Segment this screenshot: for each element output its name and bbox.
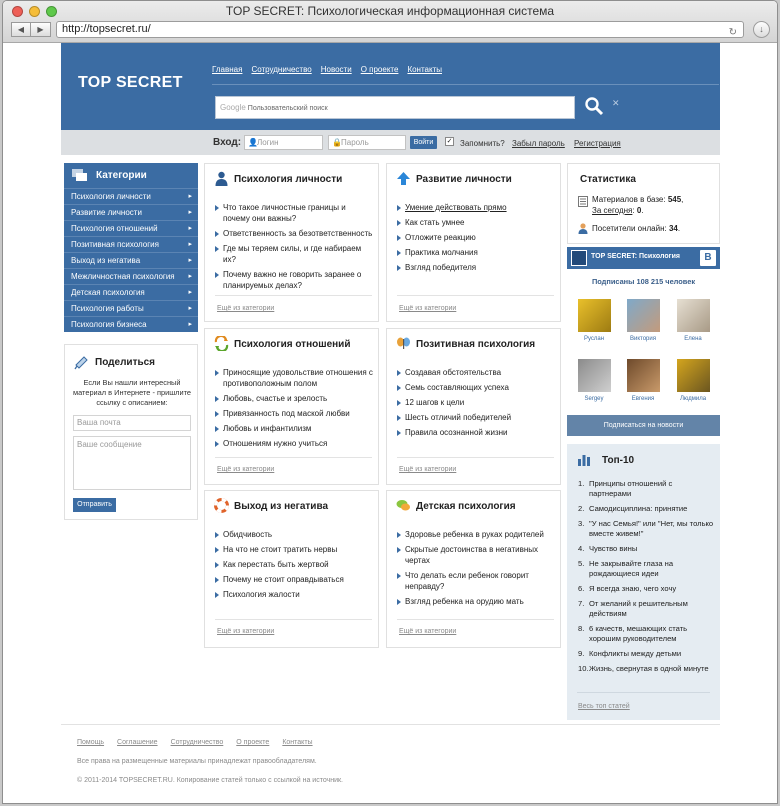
materials-value: 545 bbox=[667, 195, 682, 204]
subscribe-button[interactable]: Подписаться на новости bbox=[567, 415, 720, 436]
address-bar-text: http://topsecret.ru/ bbox=[62, 23, 151, 35]
web-page bbox=[3, 43, 778, 804]
top10-item-text: Я всегда знаю, чего хочу bbox=[589, 584, 677, 593]
article-list bbox=[215, 367, 373, 453]
top10-item[interactable]: 6. Я всегда знаю, чего хочу bbox=[578, 584, 677, 593]
user-icon: 👤 bbox=[248, 138, 258, 147]
vk-member[interactable] bbox=[675, 299, 711, 342]
footer-link[interactable]: Соглашение bbox=[117, 739, 158, 746]
top10-item[interactable]: 1. Принципы отношений с партнерами bbox=[578, 479, 673, 498]
article-link[interactable]: Правила осознанной жизни bbox=[397, 427, 555, 438]
online-label: Посетители онлайн: bbox=[592, 224, 667, 233]
top10-item[interactable]: 9. Конфликты между детьми bbox=[578, 649, 682, 658]
login-placeholder: Логин bbox=[257, 138, 279, 147]
article-link[interactable]: Любовь и инфантилизм bbox=[215, 423, 373, 434]
article-link[interactable]: Психология жалости bbox=[215, 589, 373, 600]
login-label: Вход: bbox=[213, 137, 242, 148]
top10-item-text: Жизнь, свернутая в одной минуте bbox=[589, 664, 709, 673]
article-list bbox=[397, 367, 555, 442]
article-link[interactable]: Умение действовать прямо bbox=[397, 202, 555, 213]
header-divider bbox=[212, 84, 719, 85]
more-link[interactable]: Ещё из категории bbox=[217, 628, 275, 635]
footer-nav bbox=[77, 739, 313, 746]
member-photo bbox=[578, 299, 611, 332]
article-list bbox=[397, 529, 555, 611]
top-nav-link[interactable]: Главная bbox=[212, 65, 243, 74]
category-item[interactable]: Детская психология ▸ bbox=[64, 284, 198, 300]
all-top-link[interactable]: Весь топ статей bbox=[578, 703, 630, 710]
footer-divider bbox=[61, 724, 720, 725]
panel-negative bbox=[204, 490, 379, 648]
arrow-up-icon bbox=[396, 171, 411, 186]
more-link[interactable]: Ещё из категории bbox=[399, 466, 457, 473]
more-link[interactable]: Ещё из категории bbox=[217, 305, 275, 312]
panel-personality bbox=[204, 163, 379, 322]
top10-item[interactable]: 2. Самодисциплина: принятие bbox=[578, 504, 688, 513]
divider bbox=[215, 457, 372, 458]
online-value: 34 bbox=[668, 224, 678, 233]
vk-member[interactable] bbox=[576, 359, 612, 402]
member-photo bbox=[627, 299, 660, 332]
article-link[interactable]: Ответственность за безответственность bbox=[215, 228, 373, 239]
top10-item-text: Не закрывайте глаза на рождающиеся идеи bbox=[589, 559, 674, 578]
article-link[interactable]: Почему важно не говорить заранее о планируемых делах? bbox=[215, 269, 373, 291]
stats-box bbox=[567, 163, 720, 244]
materials-label: Материалов в базе: bbox=[592, 195, 666, 204]
article-link[interactable]: Как перестать быть жертвой bbox=[215, 559, 373, 570]
back-icon[interactable]: ◀ bbox=[11, 22, 31, 37]
article-link[interactable]: Где мы теряем силы, и где набираем их? bbox=[215, 243, 373, 265]
lifebuoy-icon bbox=[214, 498, 229, 513]
divider bbox=[397, 457, 554, 458]
reload-icon[interactable]: ↻ bbox=[728, 27, 737, 38]
divider bbox=[215, 619, 372, 620]
article-link[interactable]: Что такое личностные границы и почему они важны? bbox=[215, 202, 373, 224]
panel-children bbox=[386, 490, 561, 648]
category-item[interactable]: Позитивная психология ▸ bbox=[64, 236, 198, 252]
stats-title: Статистика bbox=[580, 174, 636, 185]
vk-group-avatar[interactable] bbox=[571, 250, 587, 266]
categories-title-text: Категории bbox=[96, 170, 147, 181]
vk-widget bbox=[567, 247, 720, 402]
top10-item[interactable]: 10. Жизнь, свернутая в одной минуте bbox=[578, 664, 709, 673]
top10-title: Топ-10 bbox=[602, 455, 635, 466]
panel-development bbox=[386, 163, 561, 322]
divider bbox=[397, 295, 554, 296]
site-header bbox=[61, 43, 720, 130]
divider bbox=[577, 692, 710, 693]
top-nav-link[interactable]: О проекте bbox=[360, 65, 399, 74]
category-item[interactable]: Психология работы ▸ bbox=[64, 300, 198, 316]
login-button[interactable]: Войти bbox=[410, 136, 437, 149]
send-button[interactable]: Отправить bbox=[73, 498, 116, 512]
clear-search-icon[interactable]: ✕ bbox=[612, 98, 620, 108]
window-title: TOP SECRET: Психологическая информационная система bbox=[225, 4, 555, 18]
forward-icon[interactable]: ▶ bbox=[31, 22, 51, 37]
article-link[interactable]: Почему не стоит оправдываться bbox=[215, 574, 373, 585]
panel-positive bbox=[386, 328, 561, 485]
member-photo bbox=[677, 359, 710, 392]
top10-item-text: Конфликты между детьми bbox=[589, 649, 682, 658]
article-link[interactable]: Семь составляющих успеха bbox=[397, 382, 555, 393]
today-value: 0 bbox=[636, 206, 642, 215]
butterfly-icon bbox=[396, 336, 411, 351]
divider bbox=[215, 295, 372, 296]
category-item[interactable]: Психология бизнеса ▸ bbox=[64, 316, 198, 332]
top10-item[interactable]: 8. 6 качеств, мешающих стать хорошим руководителем bbox=[578, 624, 688, 643]
category-item[interactable]: Развитие личности ▸ bbox=[64, 204, 198, 220]
panel-title[interactable]: Выход из негатива bbox=[234, 501, 329, 512]
article-link[interactable]: Отношениям нужно учиться bbox=[215, 438, 373, 449]
article-link[interactable]: Взгляд ребенка на орудию мать bbox=[397, 596, 555, 607]
remember-checkbox[interactable]: ✓ bbox=[446, 138, 453, 145]
article-link[interactable]: Как стать умнее bbox=[397, 217, 555, 228]
article-link[interactable]: Создавая обстоятельства bbox=[397, 367, 555, 378]
category-item[interactable]: Выход из негатива ▸ bbox=[64, 252, 198, 268]
chat-bubbles-icon bbox=[396, 498, 411, 513]
forgot-password-link[interactable]: Забыл пароль bbox=[512, 139, 565, 148]
categories-icon bbox=[72, 169, 88, 182]
top10-item[interactable]: 3. "У нас Семья!" или "Нет, мы только вместе живем!" bbox=[578, 519, 714, 538]
title-bar bbox=[3, 1, 777, 43]
footer-link[interactable]: Помощь bbox=[77, 739, 105, 746]
panel-title[interactable]: Психология личности bbox=[234, 174, 343, 185]
email-field[interactable]: Ваша почта bbox=[73, 415, 191, 431]
category-item[interactable]: Психология личности ▸ bbox=[64, 188, 198, 204]
member-photo bbox=[578, 359, 611, 392]
password-placeholder: Пароль bbox=[341, 138, 369, 147]
article-list bbox=[215, 202, 373, 295]
vk-member[interactable] bbox=[625, 299, 661, 342]
article-list bbox=[397, 202, 555, 277]
lock-icon: 🔒 bbox=[332, 138, 342, 147]
article-link[interactable]: 12 шагов к цели bbox=[397, 397, 555, 408]
panel-title[interactable]: Развитие личности bbox=[416, 174, 512, 185]
top-nav-link[interactable]: Новости bbox=[320, 65, 352, 74]
article-link[interactable]: Приносящие удовольствие отношения с противоположным полом bbox=[215, 367, 373, 389]
member-name: Виктория bbox=[629, 336, 656, 342]
search-input[interactable] bbox=[215, 96, 575, 119]
site-logo[interactable]: TOP SECRET bbox=[78, 74, 183, 91]
member-name: Евгения bbox=[631, 396, 655, 402]
article-link[interactable]: Скрытые достоинства в негативных чертах bbox=[397, 544, 555, 566]
top10-item-text: "У нас Семья!" или "Нет, мы только вместе живем!" bbox=[589, 519, 714, 538]
footer-link[interactable]: О проекте bbox=[236, 739, 270, 746]
search-placeholder: Пользовательский поиск bbox=[247, 105, 328, 112]
more-link[interactable]: Ещё из категории bbox=[217, 466, 275, 473]
top-nav-link[interactable]: Сотрудничество bbox=[251, 65, 312, 74]
search-icon[interactable] bbox=[584, 96, 604, 116]
document-icon bbox=[578, 196, 588, 207]
vk-member[interactable] bbox=[625, 359, 661, 402]
panel-title[interactable]: Детская психология bbox=[416, 501, 516, 512]
register-link[interactable]: Регистрация bbox=[574, 139, 621, 148]
member-photo bbox=[677, 299, 710, 332]
person-icon bbox=[214, 171, 229, 186]
footer-rights: Все права на размещенные материалы принадлежат правообладателям. bbox=[77, 758, 317, 765]
share-title: Поделиться bbox=[95, 357, 156, 368]
article-link[interactable]: Шесть отличий победителей bbox=[397, 412, 555, 423]
top10-item[interactable]: 5. Не закрывайте глаза на рождающиеся идеи bbox=[578, 559, 674, 578]
today-link[interactable]: За сегодня bbox=[592, 206, 633, 215]
visitor-icon bbox=[578, 223, 588, 234]
top10-list bbox=[578, 479, 715, 679]
bar-chart-icon bbox=[577, 453, 591, 466]
share-description: Если Вы нашли интересный материал в Интернете - пришлите ссылку с описанием: bbox=[73, 378, 192, 407]
category-item[interactable]: Межличностная психология ▸ bbox=[64, 268, 198, 284]
article-link[interactable]: Практика молчания bbox=[397, 247, 555, 258]
download-icon[interactable]: ↓ bbox=[753, 21, 770, 38]
top-nav-link[interactable]: Контакты bbox=[407, 65, 442, 74]
member-name: Sergey bbox=[584, 396, 604, 402]
panel-relationships bbox=[204, 328, 379, 485]
more-link[interactable]: Ещё из категории bbox=[399, 628, 457, 635]
share-box bbox=[64, 344, 198, 520]
member-name: Елена bbox=[684, 336, 702, 342]
article-link[interactable]: Отложите реакцию bbox=[397, 232, 555, 243]
footer-copyright: © 2011-2014 TOPSECRET.RU. Копирование статей только с ссылкой на источник. bbox=[77, 777, 343, 784]
address-bar[interactable] bbox=[56, 21, 744, 38]
article-list bbox=[215, 529, 373, 604]
categories-title bbox=[64, 163, 198, 188]
top10-item-text: 6 качеств, мешающих стать хорошим руководителем bbox=[589, 624, 688, 643]
stats-materials: Материалов в базе: 545, За сегодня: 0. bbox=[592, 195, 684, 215]
article-link[interactable]: Что делать если ребенок говорит неправду? bbox=[397, 570, 555, 592]
top10-item[interactable]: 4. Чувство вины bbox=[578, 544, 638, 553]
footer-link[interactable]: Сотрудничество bbox=[170, 739, 224, 746]
arrows-cycle-icon bbox=[214, 336, 229, 351]
panel-title[interactable]: Позитивная психология bbox=[416, 339, 536, 350]
vk-member[interactable] bbox=[576, 299, 612, 342]
top-nav bbox=[212, 65, 442, 74]
message-field[interactable]: Ваше сообщение bbox=[73, 436, 191, 490]
divider bbox=[397, 619, 554, 620]
member-name: Людмила bbox=[679, 396, 707, 402]
remember-label: Запомнить? bbox=[460, 139, 505, 148]
article-link[interactable]: На что не стоит тратить нервы bbox=[215, 544, 373, 555]
category-item[interactable]: Психология отношений ▸ bbox=[64, 220, 198, 236]
article-link[interactable]: Привязанность под маской любви bbox=[215, 408, 373, 419]
top10-item[interactable]: 7. От желаний к решительным действиям bbox=[578, 599, 688, 618]
login-bar bbox=[61, 130, 720, 155]
article-link[interactable]: Любовь, счастье и зрелость bbox=[215, 393, 373, 404]
top10-item-text: Принципы отношений с партнерами bbox=[589, 479, 673, 498]
panel-title[interactable]: Психология отношений bbox=[234, 339, 351, 350]
vk-member[interactable] bbox=[675, 359, 711, 402]
vk-subscribers: Подписаны 108 215 человек bbox=[591, 277, 696, 286]
top10-box bbox=[567, 444, 720, 720]
member-name: Руслан bbox=[583, 336, 605, 342]
stats-online: Посетители онлайн: 34. bbox=[592, 224, 681, 233]
article-link[interactable]: Взгляд победителя bbox=[397, 262, 555, 273]
article-link[interactable]: Обидчивость bbox=[215, 529, 373, 540]
megaphone-icon bbox=[74, 354, 90, 370]
member-photo bbox=[627, 359, 660, 392]
vk-header bbox=[567, 247, 720, 269]
more-link[interactable]: Ещё из категории bbox=[399, 305, 457, 312]
top10-item-text: Чувство вины bbox=[589, 544, 638, 553]
vk-logo-icon[interactable]: B bbox=[700, 250, 716, 266]
history-buttons bbox=[11, 22, 51, 37]
footer-link[interactable]: Контакты bbox=[282, 739, 313, 746]
browser-window bbox=[2, 0, 778, 804]
categories-menu bbox=[64, 163, 198, 332]
article-link[interactable]: Здоровье ребенка в руках родителей bbox=[397, 529, 555, 540]
vk-group-name[interactable]: TOP SECRET: Психология bbox=[591, 253, 680, 260]
top10-item-text: От желаний к решительным действиям bbox=[589, 599, 688, 618]
login-input[interactable] bbox=[244, 135, 323, 150]
top10-item-text: Самодисциплина: принятие bbox=[589, 504, 688, 513]
search-brand: Google bbox=[220, 103, 246, 112]
password-input[interactable] bbox=[328, 135, 406, 150]
